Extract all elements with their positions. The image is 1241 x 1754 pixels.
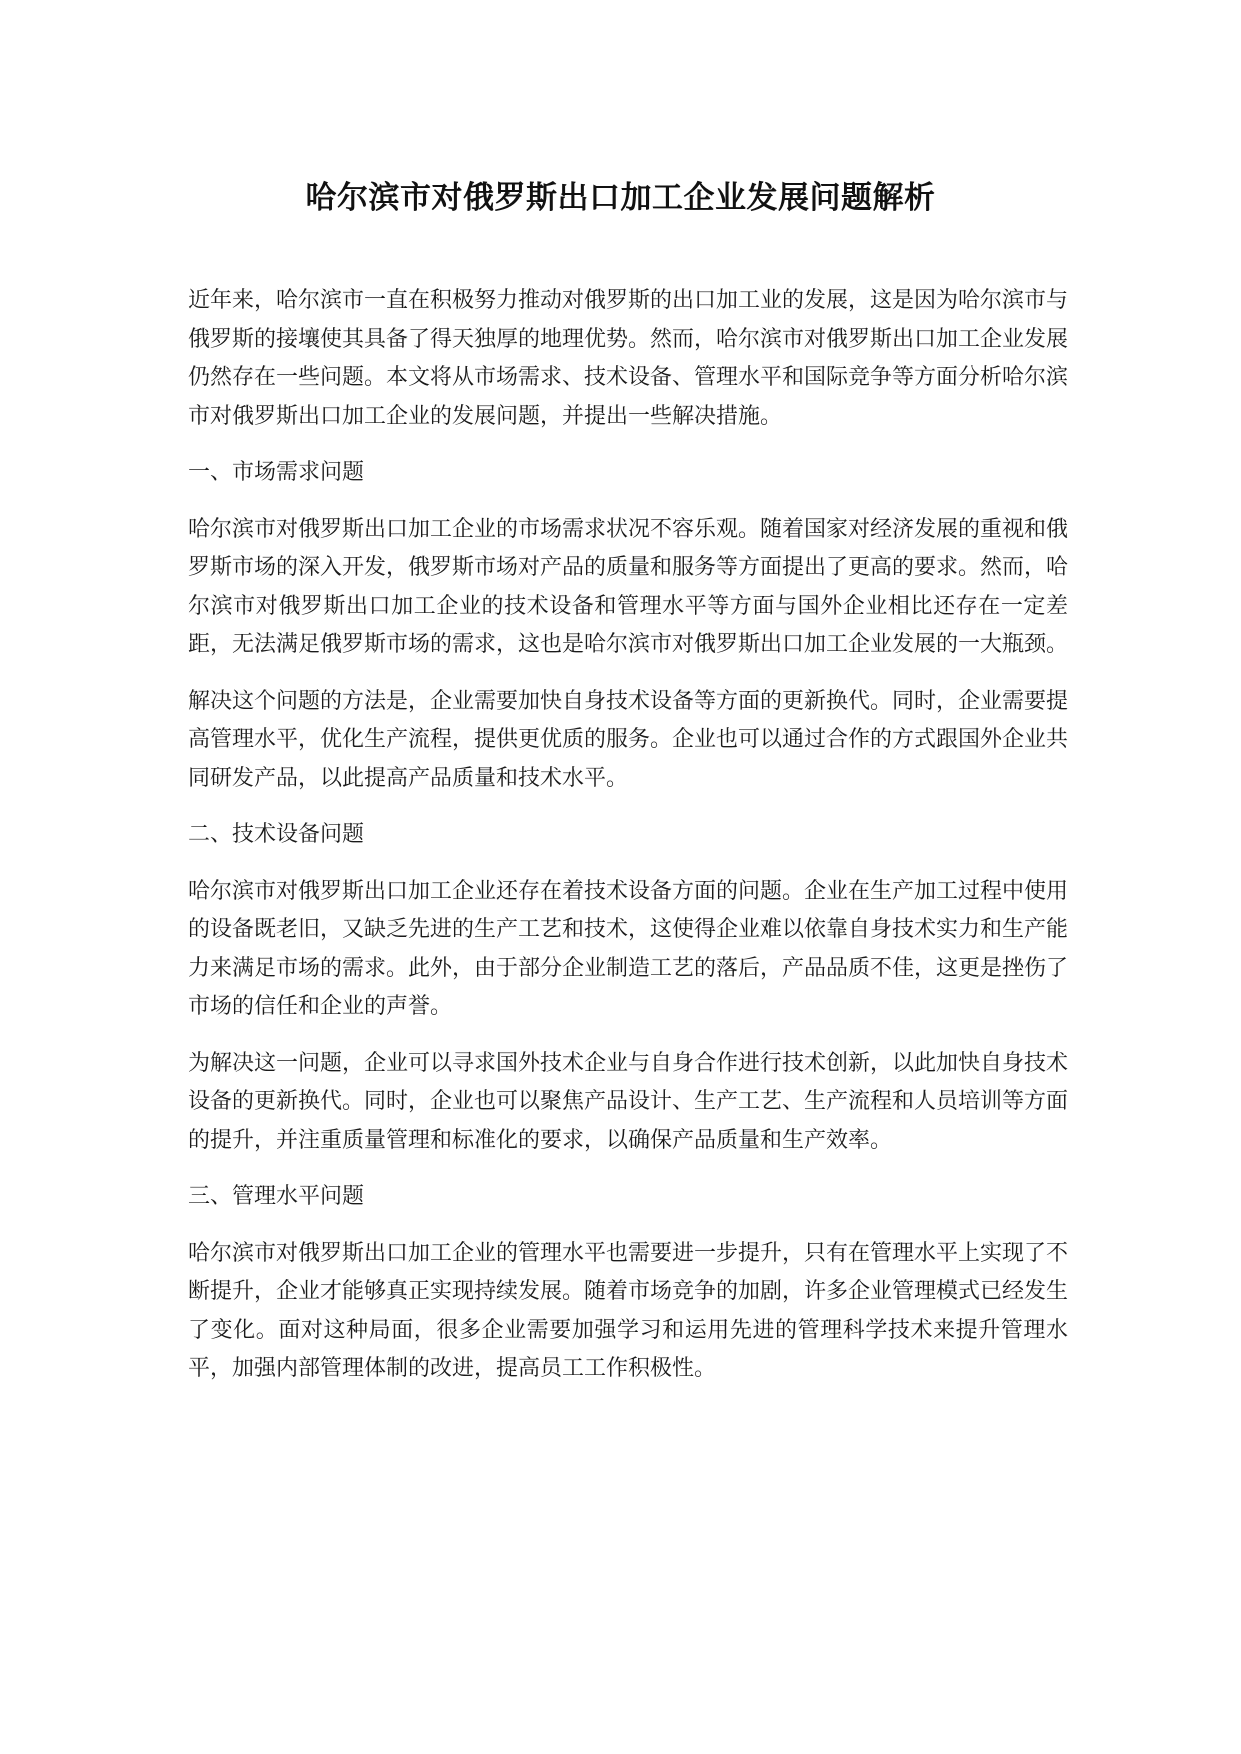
paragraph: 为解决这一问题，企业可以寻求国外技术企业与自身合作进行技术创新，以此加快自身技术设备的更新换代。同时，企业也可以聚焦产品设计、生产工艺、生产流程和人员培训等方面的提升，并注重质量管理和标准化的要求，以确保产品质量和生产效率。 xyxy=(188,1050,1069,1153)
document-title: 哈尔滨市对俄罗斯出口加工企业发展问题解析 xyxy=(305,180,936,216)
document-body xyxy=(188,282,1068,1407)
paragraph: 哈尔滨市对俄罗斯出口加工企业的市场需求状况不容乐观。随着国家对经济发展的重视和俄罗斯市场的深入开发，俄罗斯市场对产品的质量和服务等方面提出了更高的要求。然而，哈尔滨市对俄罗斯出口加工企业的技术设备和管理水平等方面与国外企业相比还存在一定差距，无法满足俄罗斯市场的需求，这也是哈尔滨市对俄罗斯出口加工企业发展的一大瓶颈。 xyxy=(188,516,1069,657)
intro-paragraph: 近年来，哈尔滨市一直在积极努力推动对俄罗斯的出口加工业的发展，这是因为哈尔滨市与俄罗斯的接壤使其具备了得天独厚的地理优势。然而，哈尔滨市对俄罗斯出口加工企业发展仍然存在一些问题。本文将从市场需求、技术设备、管理水平和国际竞争等方面分析哈尔滨市对俄罗斯出口加工企业的发展问题，并提出一些解决措施。 xyxy=(188,288,1069,429)
paragraph: 解决这个问题的方法是，企业需要加快自身技术设备等方面的更新换代。同时，企业需要提高管理水平，优化生产流程，提供更优质的服务。企业也可以通过合作的方式跟国外企业共同研发产品，以此提高产品质量和技术水平。 xyxy=(188,688,1069,791)
section-heading-management-level: 三、管理水平问题 xyxy=(188,1184,365,1209)
paragraph: 哈尔滨市对俄罗斯出口加工企业的管理水平也需要进一步提升，只有在管理水平上实现了不断提升，企业才能够真正实现持续发展。随着市场竞争的加剧，许多企业管理模式已经发生了变化。面对这种局面，很多企业需要加强学习和运用先进的管理科学技术来提升管理水平，加强内部管理体制的改进，提高员工工作积极性。 xyxy=(188,1240,1069,1381)
paragraph: 哈尔滨市对俄罗斯出口加工企业还存在着技术设备方面的问题。企业在生产加工过程中使用的设备既老旧，又缺乏先进的生产工艺和技术，这使得企业难以依靠自身技术实力和生产能力来满足市场的需求。此外，由于部分企业制造工艺的落后，产品品质不佳，这更是挫伤了市场的信任和企业的声誉。 xyxy=(188,878,1069,1019)
section-heading-market-demand: 一、市场需求问题 xyxy=(188,460,365,485)
section-heading-technical-equipment: 二、技术设备问题 xyxy=(188,822,365,847)
